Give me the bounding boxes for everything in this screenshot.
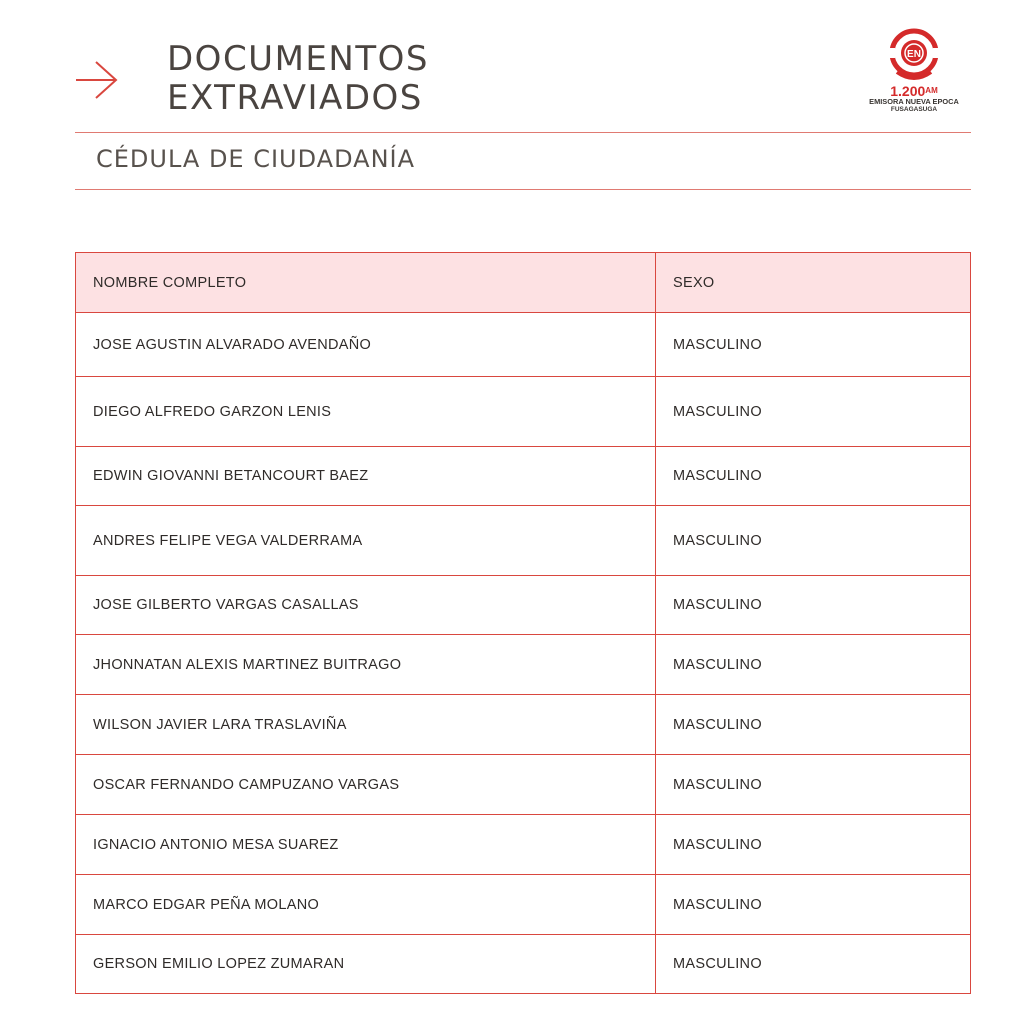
cell-sex: MASCULINO (656, 377, 971, 447)
cell-sex: MASCULINO (656, 576, 971, 635)
cell-sex: MASCULINO (656, 447, 971, 506)
cell-sex: MASCULINO (656, 875, 971, 935)
logo-station-name: EMISORA NUEVA EPOCA (869, 97, 959, 106)
arrow-right-icon (74, 58, 120, 102)
cell-sex: MASCULINO (656, 635, 971, 695)
table-row (76, 815, 971, 875)
table-row (76, 695, 971, 755)
lost-documents-table (75, 252, 971, 994)
cell-sex: MASCULINO (656, 935, 971, 994)
cell-name: IGNACIO ANTONIO MESA SUAREZ (76, 815, 656, 875)
table-row (76, 935, 971, 994)
column-header-sex: SEXO (656, 253, 971, 313)
logo-frequency: $1.200^{AM}$ (890, 83, 938, 99)
cell-name: JOSE AGUSTIN ALVARADO AVENDAÑO (76, 313, 656, 377)
table-row (76, 447, 971, 506)
cell-sex: MASCULINO (656, 506, 971, 576)
column-header-name: NOMBRE COMPLETO (76, 253, 656, 313)
cell-name: JHONNATAN ALEXIS MARTINEZ BUITRAGO (76, 635, 656, 695)
cell-sex: MASCULINO (656, 755, 971, 815)
radio-emblem-icon (883, 28, 945, 84)
page-title-line2: EXTRAVIADOS (167, 78, 423, 118)
cell-sex: MASCULINO (656, 313, 971, 377)
cell-name: DIEGO ALFREDO GARZON LENIS (76, 377, 656, 447)
table-row (76, 755, 971, 815)
cell-name: WILSON JAVIER LARA TRASLAVIÑA (76, 695, 656, 755)
table-row (76, 576, 971, 635)
document-type-heading: CÉDULA DE CIUDADANÍA (96, 145, 416, 173)
cell-name: EDWIN GIOVANNI BETANCOURT BAEZ (76, 447, 656, 506)
logo-city: FUSAGASUGA (890, 106, 938, 113)
cell-name: MARCO EDGAR PEÑA MOLANO (76, 875, 656, 935)
divider-top (75, 132, 971, 133)
table-row (76, 506, 971, 576)
cell-name: JOSE GILBERTO VARGAS CASALLAS (76, 576, 656, 635)
table-row (76, 313, 971, 377)
station-logo (858, 28, 970, 120)
cell-name: OSCAR FERNANDO CAMPUZANO VARGAS (76, 755, 656, 815)
table-header-row (76, 253, 971, 313)
table-row (76, 875, 971, 935)
page-title (167, 40, 429, 118)
logo-initials: EN (907, 49, 921, 60)
table-row (76, 635, 971, 695)
cell-name: ANDRES FELIPE VEGA VALDERRAMA (76, 506, 656, 576)
cell-sex: MASCULINO (656, 815, 971, 875)
table-row (76, 377, 971, 447)
page-title-line1: DOCUMENTOS (167, 39, 429, 79)
cell-name: GERSON EMILIO LOPEZ ZUMARAN (76, 935, 656, 994)
divider-bottom (75, 189, 971, 190)
cell-sex: MASCULINO (656, 695, 971, 755)
